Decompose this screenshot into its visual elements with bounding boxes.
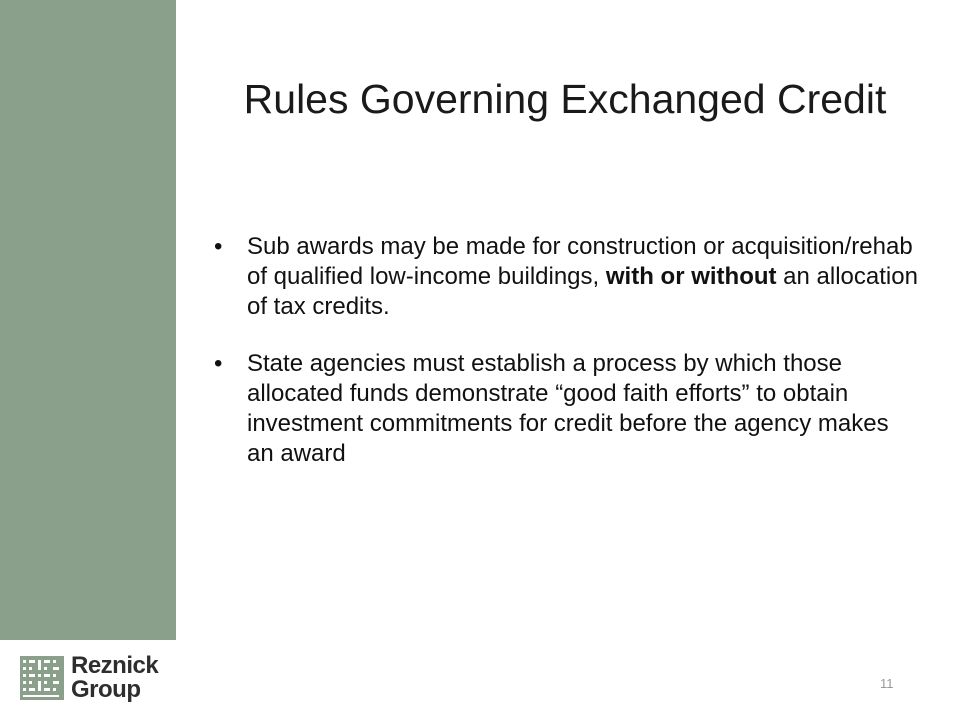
bullet-emphasis: with or without [605,263,777,290]
bullet-text: State agencies must establish a process by which those allocated funds demonstrate “good faith efforts” to obtain investment commitments for credit before the agency makes an award [247,350,889,467]
slide-title: Rules Governing Exchanged Credit [243,76,887,122]
page-number: 11 [880,676,894,691]
company-logo [20,654,158,702]
bullet-text-part: Sub awards may be made for construction or acquisition/rehab of qualified low-income buildings, [247,233,913,290]
bullet-item-1 [214,232,920,322]
bullet-item-2 [214,349,920,469]
bullet-text-part: an allocation of tax credits. [247,263,918,320]
bullet-list [214,232,920,496]
bullet-marker: • [214,350,223,377]
bullet-marker: • [214,233,223,260]
reznick-grid-icon [20,656,64,700]
logo-line-1: Reznick [71,652,159,679]
logo-line-2: Group [71,676,141,703]
sidebar-band [0,0,176,640]
logo-wordmark [71,654,158,702]
